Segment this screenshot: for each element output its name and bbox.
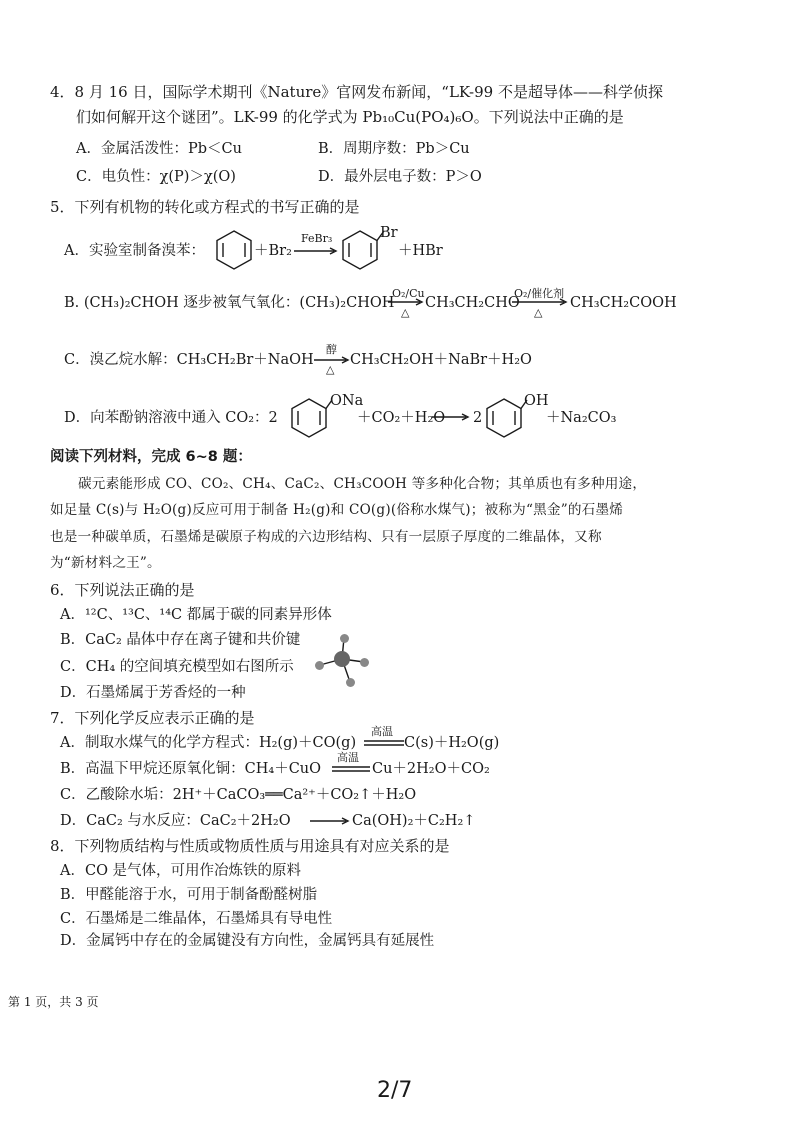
q7-d-label: D．CaC₂ 与水反应：CaC₂＋2H₂O xyxy=(60,813,291,829)
q5-d-oh-label: OH xyxy=(524,393,549,409)
q6-option-b: B．CaC₂ 晶体中存在离子键和共价键 xyxy=(60,632,301,648)
q5-c-cond-bottom: △ xyxy=(326,363,335,376)
q7-a-label: A．制取水煤气的化学方程式：H₂(g)＋CO(g) xyxy=(60,735,357,751)
page-indicator: 2/7 xyxy=(377,1078,413,1103)
reaction-arrow-icon xyxy=(294,247,338,255)
q4-option-d: D．最外层电子数：P＞O xyxy=(318,169,482,185)
q7-d-product: Ca(OH)₂＋C₂H₂↑ xyxy=(352,813,476,829)
q6-option-c: C．CH₄ 的空间填充模型如右图所示 xyxy=(60,659,294,675)
q7-a-cond: 高温 xyxy=(371,725,393,738)
q7-option-c: C．乙酸除水垢：2H⁺＋CaCO₃══Ca²⁺＋CO₂↑＋H₂O xyxy=(60,787,417,803)
q5-b-label: B. (CH₃)₂CHOH 逐步被氧气氧化：(CH₃)₂CHOH xyxy=(64,295,395,311)
q5-c-cond-top: 醇 xyxy=(326,343,337,356)
q5-b-mid: CH₃CH₂CHO xyxy=(425,295,520,311)
material-line4: 为“新材料之王”。 xyxy=(50,555,161,571)
material-heading: 阅读下列材料，完成 6~8 题： xyxy=(50,449,252,465)
q8-option-b: B．甲醛能溶于水，可用于制备酚醛树脂 xyxy=(60,887,318,903)
equals-sign-icon xyxy=(332,766,370,772)
methane-model-icon xyxy=(312,632,372,688)
q5-b-product: CH₃CH₂COOH xyxy=(570,295,677,311)
q4-option-c: C．电负性：χ(P)＞χ(O) xyxy=(76,169,236,185)
q5-a-catalyst: FeBr₃ xyxy=(301,232,333,245)
q8-option-c: C．石墨烯是二维晶体，石墨烯具有导电性 xyxy=(60,911,333,927)
benzene-ring-icon xyxy=(214,229,254,271)
q7-b-cond: 高温 xyxy=(337,751,359,764)
q5-a-hbr: ＋HBr xyxy=(398,243,443,259)
q8-option-a: A．CO 是气体，可用作冶炼铁的原料 xyxy=(60,863,302,879)
equals-sign-icon xyxy=(364,740,404,746)
q5-b-cond2-top: O₂/催化剂 xyxy=(514,287,565,300)
q5-d-mid: ＋CO₂＋H₂O xyxy=(357,410,446,426)
reaction-arrow-icon xyxy=(512,298,568,306)
sodium-phenoxide-ring-icon xyxy=(289,397,329,439)
q7-stem: 7．下列化学反应表示正确的是 xyxy=(50,709,255,727)
q5-a-br2: ＋Br₂ xyxy=(254,243,292,259)
q8-option-d: D．金属钙中存在的金属键没有方向性，金属钙具有延展性 xyxy=(60,933,435,949)
q5-stem: 5．下列有机物的转化或方程式的书写正确的是 xyxy=(50,198,360,216)
q7-b-label: B．高温下甲烷还原氧化铜：CH₄＋CuO xyxy=(60,761,322,777)
q5-d-tail: ＋Na₂CO₃ xyxy=(546,410,617,426)
bromobenzene-ring-icon xyxy=(340,229,380,271)
q5-d-ona-label: ONa xyxy=(330,393,364,409)
q6-stem: 6．下列说法正确的是 xyxy=(50,581,195,599)
q5-c-label: C．溴乙烷水解：CH₃CH₂Br＋NaOH xyxy=(64,352,314,368)
q4-stem-line1: 4．8 月 16 日，国际学术期刊《Nature》官网发布新闻，“LK-99 不是超导体——科学侦探 xyxy=(50,83,663,101)
reaction-arrow-icon xyxy=(310,817,350,825)
q6-option-a: A．¹²C、¹³C、¹⁴C 都属于碳的同素异形体 xyxy=(60,607,332,623)
q5-b-cond1-top: O₂/Cu xyxy=(392,287,425,300)
q4-option-a: A．金属活泼性：Pb＜Cu xyxy=(76,141,242,157)
material-line1: 碳元素能形成 CO、CO₂、CH₄、CaC₂、CH₃COOH 等多种化合物；其单质也有多种用途， xyxy=(78,476,647,492)
q5-d-coef2: 2 xyxy=(473,410,483,426)
q5-b-cond1-bottom: △ xyxy=(401,306,410,319)
q4-option-b: B．周期序数：Pb＞Cu xyxy=(318,141,470,157)
q5-a-label: A．实验室制备溴苯： xyxy=(64,243,205,259)
q8-stem: 8．下列物质结构与性质或物质性质与用途具有对应关系的是 xyxy=(50,837,450,855)
q5-c-product: CH₃CH₂OH＋NaBr＋H₂O xyxy=(350,352,532,368)
material-line2: 如足量 C(s)与 H₂O(g)反应可用于制备 H₂(g)和 CO(g)(俗称水煤气)；被称为“黑金”的石墨烯 xyxy=(50,502,624,518)
phenol-ring-icon xyxy=(484,397,524,439)
page-footer: 第 1 页，共 3 页 xyxy=(8,995,99,1009)
q4-stem-line2: 们如何解开这个谜团”。LK-99 的化学式为 Pb₁₀Cu(PO₄)₆O。下列说法中正确的是 xyxy=(76,108,624,126)
q5-b-cond2-bottom: △ xyxy=(534,306,543,319)
q5-a-br-label: Br xyxy=(380,225,398,241)
q7-b-product: Cu＋2H₂O＋CO₂ xyxy=(372,761,490,777)
q5-d-label: D．向苯酚钠溶液中通入 CO₂：2 xyxy=(64,410,278,426)
reaction-arrow-icon xyxy=(432,413,470,421)
q6-option-d: D．石墨烯属于芳香烃的一种 xyxy=(60,685,246,701)
q7-a-product: C(s)＋H₂O(g) xyxy=(404,735,500,751)
reaction-arrow-icon xyxy=(388,298,424,306)
material-line3: 也是一种碳单质，石墨烯是碳原子构成的六边形结构、只有一层原子厚度的二维晶体，又称 xyxy=(50,529,602,545)
